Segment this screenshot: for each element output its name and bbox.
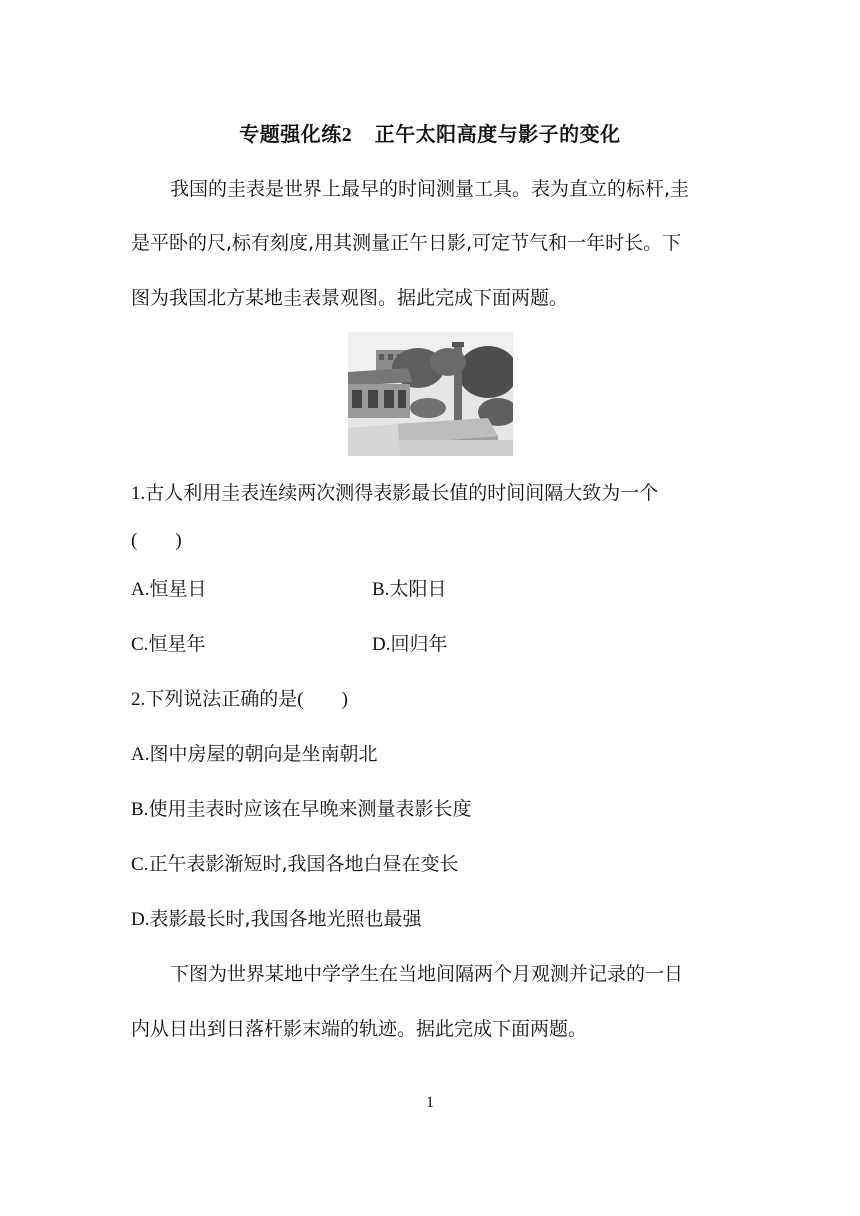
option-text: 恒星年 <box>148 633 206 655</box>
q2-option-d <box>131 905 422 934</box>
intro1-line2: 是平卧的尺,标有刻度,用其测量正午日影,可定节气和一年时长。下 <box>131 232 682 254</box>
option-letter: B. <box>372 579 390 600</box>
option-letter: C. <box>131 634 149 655</box>
q2-answer-bracket: ( ) <box>297 689 348 710</box>
q1-stem-line <box>131 479 658 508</box>
option-letter: D. <box>131 909 150 930</box>
option-letter: C. <box>131 854 149 875</box>
q2-stem-line <box>131 685 348 714</box>
option-letter: B. <box>131 799 149 820</box>
title-gap <box>352 122 374 146</box>
guibiao-photo <box>348 332 513 456</box>
option-letter: A. <box>131 579 150 600</box>
q1-option-c <box>131 630 205 659</box>
page-title <box>0 118 860 147</box>
q2-option-c <box>131 850 458 879</box>
q2-stem: 下列说法正确的是 <box>145 688 298 710</box>
page-number: 1 <box>426 1094 434 1111</box>
intro2-line2: 内从日出到日落杆影末端的轨迹。据此完成下面两题。 <box>131 1018 588 1040</box>
q1-option-d <box>372 630 448 659</box>
q1-number: 1. <box>131 483 146 504</box>
option-text: 恒星日 <box>149 578 207 600</box>
intro2-line1: 下图为世界某地中学学生在当地间隔两个月观测并记录的一日 <box>170 963 684 985</box>
option-text: 表影最长时,我国各地光照也最强 <box>149 908 422 930</box>
q1-answer-bracket: ( ) <box>131 530 182 551</box>
q1-option-a <box>131 575 207 604</box>
option-text: 太阳日 <box>389 578 447 600</box>
intro1-line3: 图为我国北方某地圭表景观图。据此完成下面两题。 <box>131 287 569 309</box>
option-text: 回归年 <box>390 633 448 655</box>
option-letter: D. <box>372 634 391 655</box>
option-text: 正午表影渐短时,我国各地白昼在变长 <box>148 853 459 875</box>
option-letter: A. <box>131 744 150 765</box>
q2-option-b <box>131 795 471 824</box>
title-number: 2 <box>341 124 353 146</box>
q2-number: 2. <box>131 689 146 710</box>
intro1-line1: 我国的圭表是世界上最早的时间测量工具。表为直立的标杆,圭 <box>170 178 690 200</box>
title-main: 正午太阳高度与影子的变化 <box>374 122 621 146</box>
option-text: 图中房屋的朝向是坐南朝北 <box>149 743 378 765</box>
q1-option-b <box>372 575 446 604</box>
title-prefix: 专题强化练 <box>239 122 342 146</box>
q1-stem: 古人利用圭表连续两次测得表影最长值的时间间隔大致为一个 <box>145 482 659 504</box>
option-text: 使用圭表时应该在早晚来测量表影长度 <box>148 798 472 820</box>
q2-option-a <box>131 740 378 769</box>
